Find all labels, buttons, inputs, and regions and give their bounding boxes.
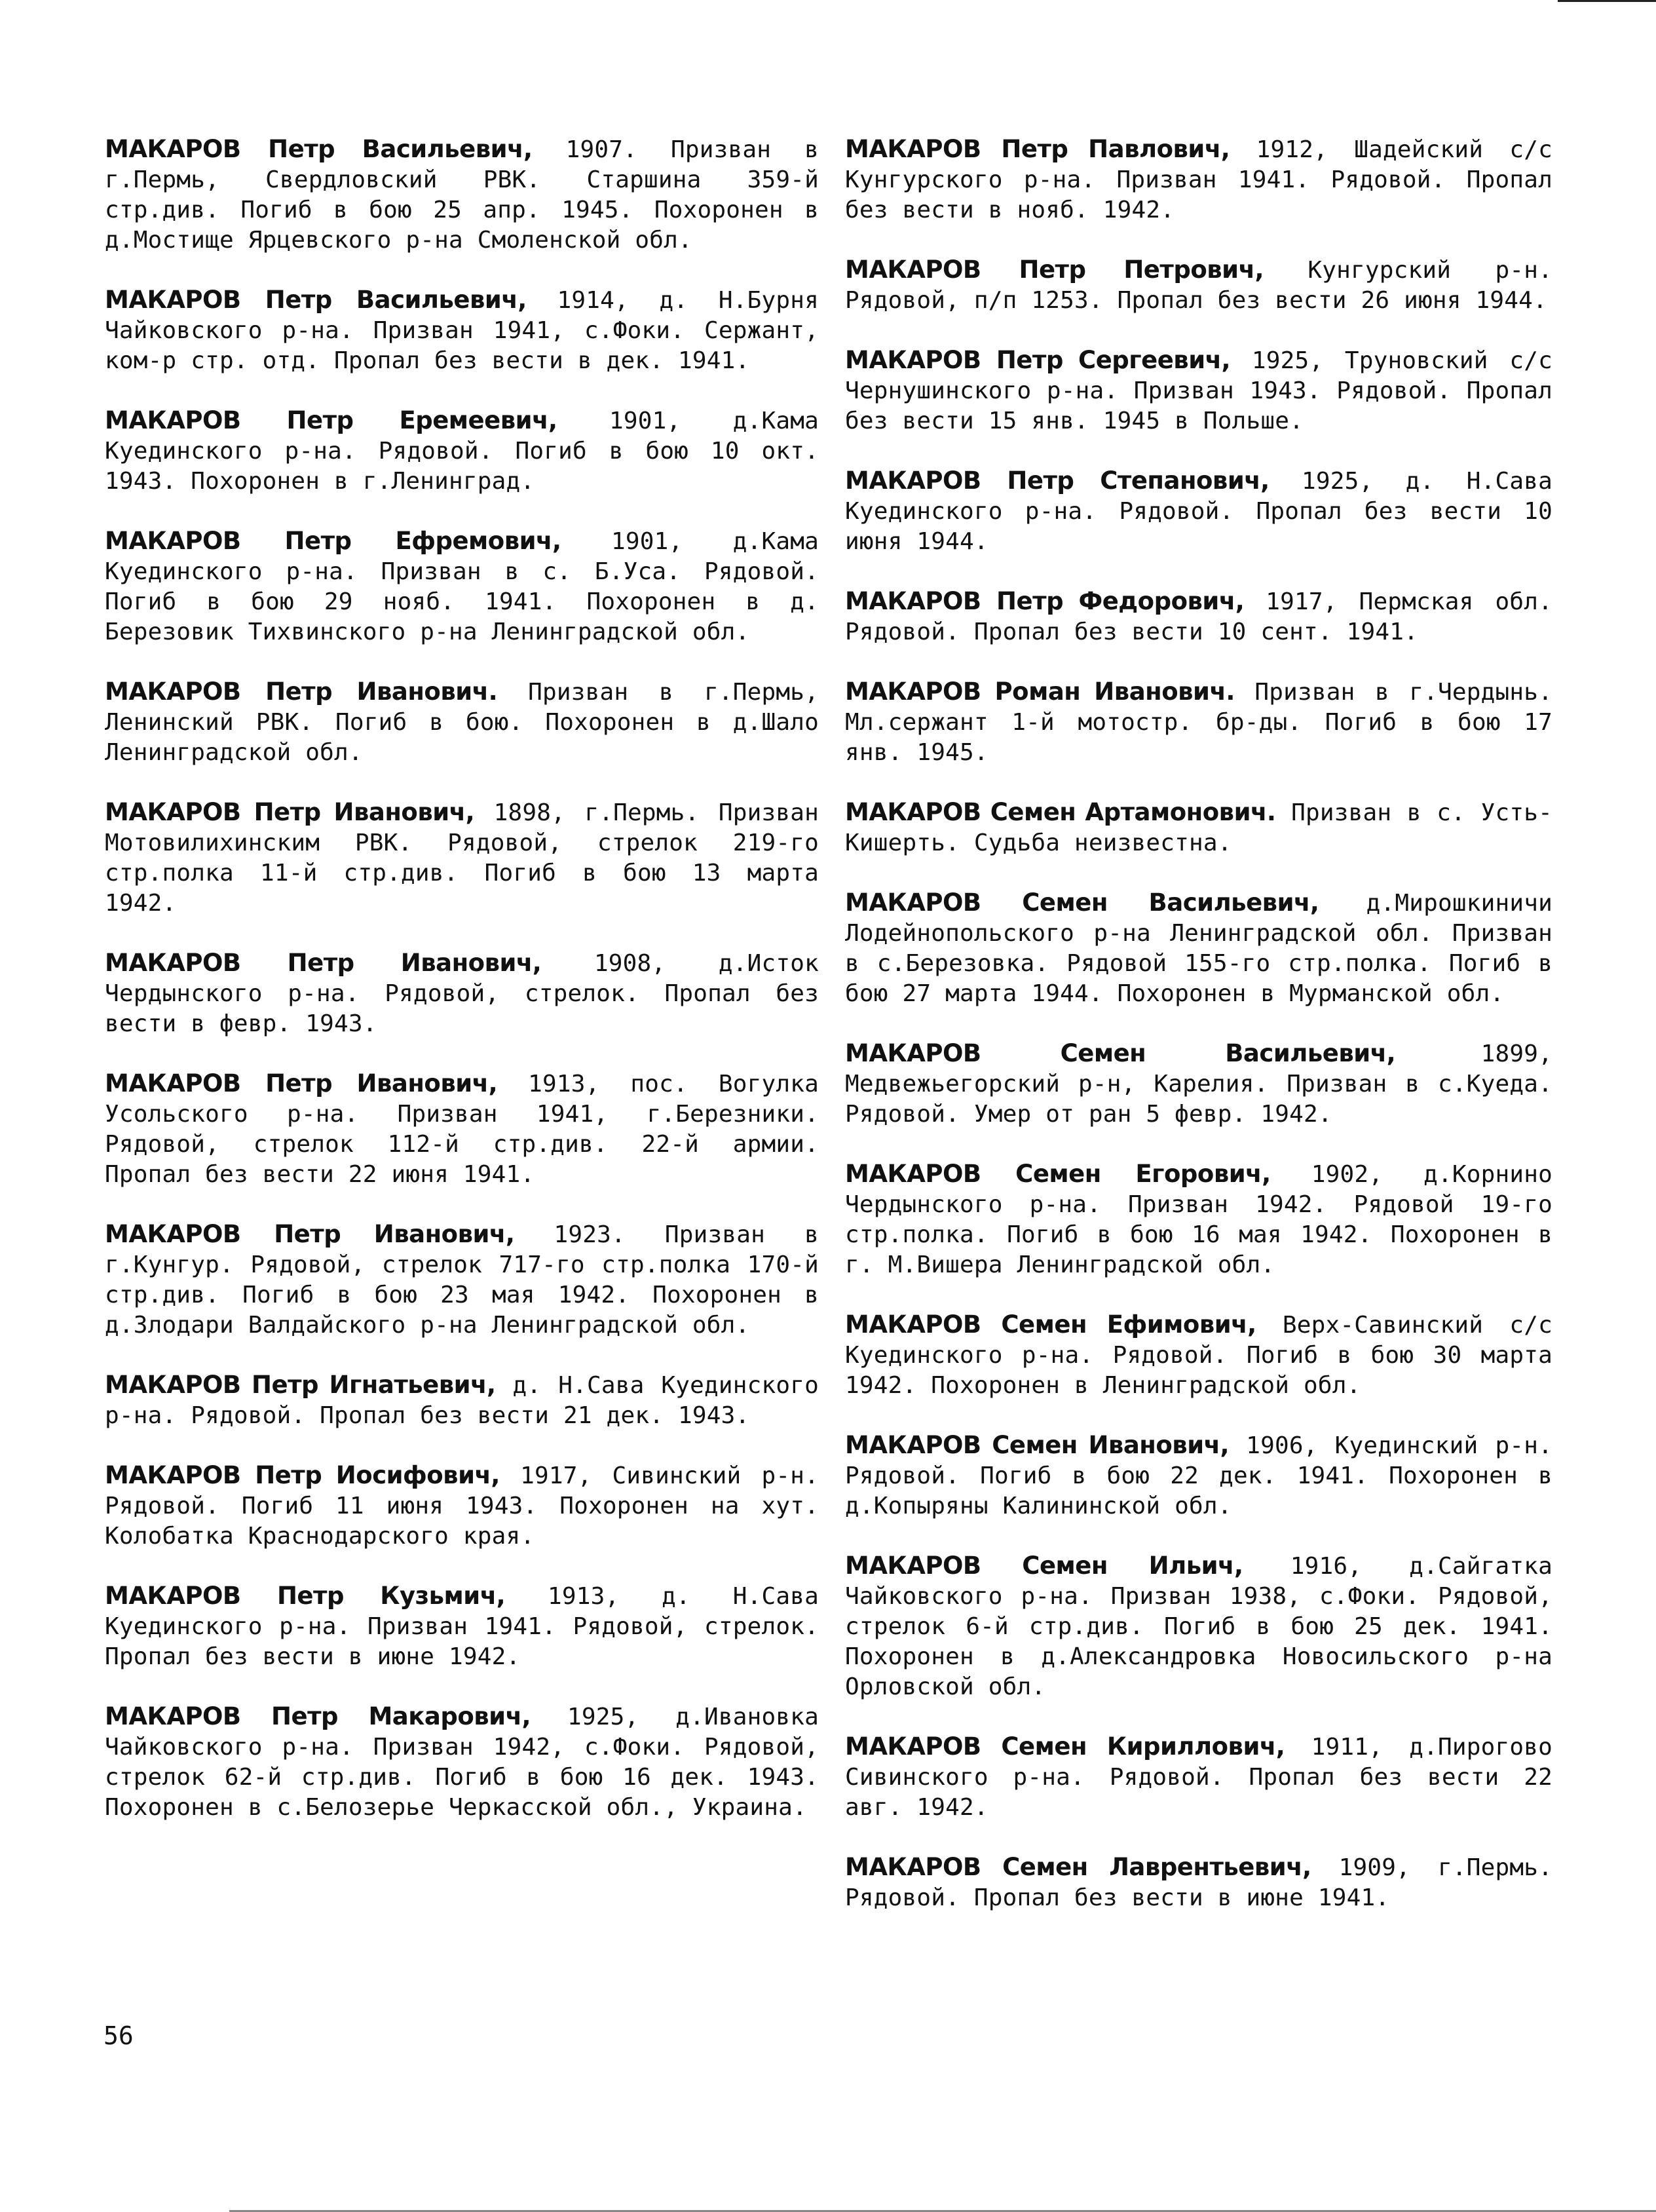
entry <box>845 1159 1553 1280</box>
entry <box>845 466 1553 557</box>
entry <box>105 797 819 919</box>
entry <box>845 797 1553 858</box>
entry-name: МАКАРОВ Петр Иванович, <box>105 798 475 826</box>
entry-text: 1923. Призван в г.Кунгур. Рядовой, стрелок 717-го стр.полка 170-й стр.див. Погиб в бою 23 мая 1942. Похоронен в д.Злодари Валдайского р-на Ленинградской обл. <box>105 1221 819 1339</box>
entry-text: 1912, Шадейский с/с Кунгурского р-на. Призван 1941. Рядовой. Пропал без вести в нояб. 1942. <box>845 136 1553 223</box>
entry <box>105 1370 819 1431</box>
entry-name: МАКАРОВ Петр Иванович, <box>105 1220 515 1248</box>
entry <box>845 255 1553 316</box>
entry <box>105 677 819 768</box>
entry-name: МАКАРОВ Петр Иосифович, <box>105 1461 500 1489</box>
entry-name: МАКАРОВ Петр Иванович, <box>105 1069 498 1097</box>
entry-name: МАКАРОВ Семен Ильич, <box>845 1552 1243 1580</box>
entry-name: МАКАРОВ Семен Иванович, <box>845 1431 1230 1459</box>
entry <box>105 1460 819 1552</box>
entry-name: МАКАРОВ Петр Васильевич, <box>105 286 527 314</box>
top-rule <box>1558 0 1656 2</box>
entry-name: МАКАРОВ Петр Еремеевич, <box>105 406 557 434</box>
right-column <box>845 134 1553 1943</box>
entry-name: МАКАРОВ Петр Иванович, <box>105 949 542 977</box>
entry-text: 1925, д. Н.Сава Куединского р-на. Рядовой. Пропал без вести 10 июня 1944. <box>845 468 1553 555</box>
entry-name: МАКАРОВ Семен Васильевич, <box>845 1039 1396 1067</box>
entry <box>105 1219 819 1341</box>
entry-name: МАКАРОВ Петр Павлович, <box>845 135 1230 163</box>
entry <box>105 285 819 376</box>
entry-name: МАКАРОВ Семен Васильевич, <box>845 888 1319 917</box>
entry-text: Кунгурский р-н. Рядовой, п/п 1253. Пропал без вести 26 июня 1944. <box>845 257 1553 314</box>
entry-text: 1917, Пермская обл. Рядовой. Пропал без вести 10 сент. 1941. <box>845 588 1553 645</box>
entry-name: МАКАРОВ Петр Ефремович, <box>105 527 561 555</box>
entry-text: 1914, д. Н.Бурня Чайковского р-на. Призван 1941, с.Фоки. Сержант, ком-р стр. отд. Пропал без вести в дек. 1941. <box>105 287 819 374</box>
entry-name: МАКАРОВ Петр Игнатьевич, <box>105 1371 496 1399</box>
entry-text: 1908, д.Исток Чердынского р-на. Рядовой, стрелок. Пропал без вести в февр. 1943. <box>105 950 819 1037</box>
entry-text: 1913, пос. Вогулка Усольского р-на. Призван 1941, г.Березники. Рядовой, стрелок 112-й стр.див. 22-й армии. Пропал без вести 22 июня 1941. <box>105 1071 819 1188</box>
entry <box>105 406 819 497</box>
entry-text: 1917, Сивинский р-н. Рядовой. Погиб 11 июня 1943. Похоронен на хут. Колобатка Краснодарского края. <box>105 1462 819 1550</box>
entry-text: 1911, д.Пирогово Сивинского р-на. Рядовой. Пропал без вести 22 авг. 1942. <box>845 1734 1553 1821</box>
entry-name: МАКАРОВ Семен Егорович, <box>845 1160 1271 1188</box>
entry <box>105 1581 819 1672</box>
entry <box>105 526 819 647</box>
entry-text: 1901, д.Кама Куединского р-на. Призван в с. Б.Уса. Рядовой. Погиб в бою 29 нояб. 1941. Похоронен в д. Березовик Тихвинского р-на Ленинградской обл. <box>105 528 819 645</box>
left-column <box>105 134 819 1852</box>
entry <box>845 1430 1553 1521</box>
entry <box>105 1702 819 1823</box>
entry-text: 1913, д. Н.Сава Куединского р-на. Призван 1941. Рядовой, стрелок. Пропал без вести в июне 1942. <box>105 1583 819 1670</box>
entry-name: МАКАРОВ Семен Ефимович, <box>845 1310 1256 1339</box>
entry-text: 1925, д.Ивановка Чайковского р-на. Призван 1942, с.Фоки. Рядовой, стрелок 62-й стр.див. Погиб в бою 16 дек. 1943. Похоронен в с.Белозерье Черкасской обл., Украина. <box>105 1704 819 1821</box>
entry-name: МАКАРОВ Петр Петрович, <box>845 256 1264 284</box>
entry-text: 1916, д.Сайгатка Чайковского р-на. Призван 1938, с.Фоки. Рядовой, стрелок 6-й стр.див. Погиб в бою 25 дек. 1941. Похоронен в д.Александровка Новосильского р-на Орловской обл. <box>845 1553 1553 1700</box>
entry <box>845 1039 1553 1130</box>
page-number: 56 <box>104 2021 134 2050</box>
entry <box>845 1551 1553 1702</box>
entry <box>845 677 1553 768</box>
entry <box>845 1310 1553 1401</box>
entry-name: МАКАРОВ Роман Иванович. <box>845 677 1235 706</box>
entry <box>845 1852 1553 1913</box>
entry-text: Призван в с. Усть-Кишерть. Судьба неизвестна. <box>845 799 1553 856</box>
entry-text: Верх-Савинский с/с Куединского р-на. Рядовой. Погиб в бою 30 марта 1942. Похоронен в Ленинградской обл. <box>845 1312 1553 1399</box>
entry-text: 1898, г.Пермь. Призван Мотовилихинским РВК. Рядовой, стрелок 219-го стр.полка 11-й стр.див. Погиб в бою 13 марта 1942. <box>105 799 819 917</box>
entry-name: МАКАРОВ Петр Степанович, <box>845 467 1270 495</box>
entry-name: МАКАРОВ Петр Кузьмич, <box>105 1582 506 1610</box>
entry-text: 1907. Призван в г.Пермь, Свердловский РВК. Старшина 359-й стр.див. Погиб в бою 25 апр. 1945. Похоронен в д.Мостище Ярцевского р-на Смоленской обл. <box>105 136 819 254</box>
entry-name: МАКАРОВ Петр Макарович, <box>105 1702 531 1730</box>
entry <box>845 345 1553 436</box>
entry-text: 1925, Труновский с/с Чернушинского р-на. Призван 1943. Рядовой. Пропал без вести 15 янв. 1945 в Польше. <box>845 347 1553 434</box>
entry-text: Призван в г.Пермь, Ленинский РВК. Погиб в бою. Похоронен в д.Шало Ленинградской обл. <box>105 679 819 766</box>
entry <box>845 586 1553 647</box>
entry-name: МАКАРОВ Петр Федорович, <box>845 587 1245 615</box>
entry-text: 1906, Куединский р-н. Рядовой. Погиб в бою 22 дек. 1941. Похоронен в д.Копыряны Калининской обл. <box>845 1432 1553 1519</box>
entry-text: 1909, г.Пермь. Рядовой. Пропал без вести в июне 1941. <box>845 1854 1553 1911</box>
entry-text: д.Мирошкиничи Лодейнопольского р-на Ленинградской обл. Призван в с.Березовка. Рядовой 155-го стр.полка. Погиб в бою 27 марта 1944. Похоронен в Мурманской обл. <box>845 890 1553 1007</box>
entry-text: 1902, д.Корнино Чердынского р-на. Призван 1942. Рядовой 19-го стр.полка. Погиб в бою 16 мая 1942. Похоронен в г. М.Вишера Ленинградской обл. <box>845 1161 1553 1278</box>
entry-text: 1901, д.Кама Куединского р-на. Рядовой. Погиб в бою 10 окт. 1943. Похоронен в г.Ленинград. <box>105 408 819 495</box>
entry <box>845 888 1553 1009</box>
entry <box>105 1069 819 1190</box>
entry-name: МАКАРОВ Семен Артамонович. <box>845 798 1276 826</box>
entry <box>105 948 819 1039</box>
entry-name: МАКАРОВ Семен Кириллович, <box>845 1732 1285 1761</box>
entry-text: 1899, Медвежьегорский р-н, Карелия. Призван в с.Куеда. Рядовой. Умер от ран 5 февр. 1942. <box>845 1040 1553 1128</box>
entry-text: Призван в г.Чердынь. Мл.сержант 1-й мотостр. бр-ды. Погиб в бою 17 янв. 1945. <box>845 679 1553 766</box>
entry-name: МАКАРОВ Петр Васильевич, <box>105 135 533 163</box>
entry <box>845 134 1553 225</box>
entry-name: МАКАРОВ Петр Сергеевич, <box>845 346 1231 374</box>
entry <box>105 134 819 256</box>
entry-name: МАКАРОВ Петр Иванович. <box>105 677 498 706</box>
entry-text: д. Н.Сава Куединского р-на. Рядовой. Пропал без вести 21 дек. 1943. <box>105 1372 819 1429</box>
entry <box>845 1732 1553 1823</box>
entry-name: МАКАРОВ Семен Лаврентьевич, <box>845 1853 1311 1881</box>
